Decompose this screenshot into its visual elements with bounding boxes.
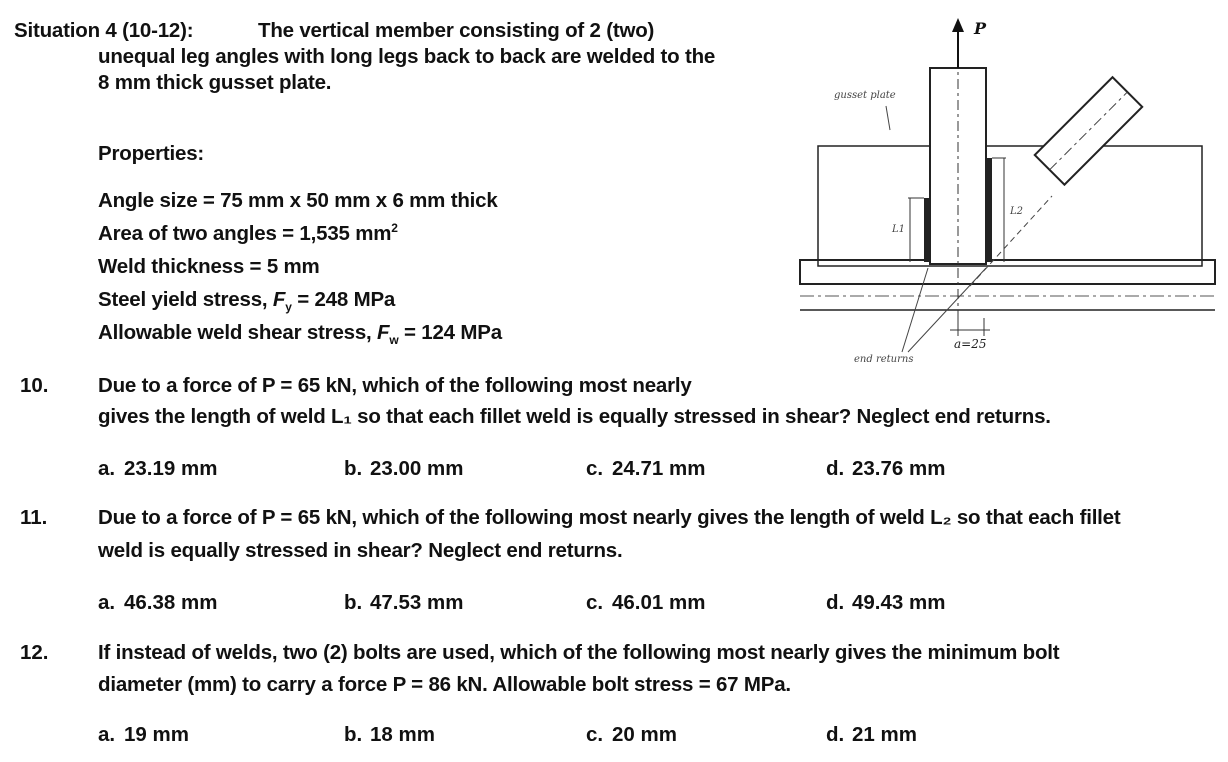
q10-option-b[interactable] xyxy=(344,456,463,482)
question-10-line-2: gives the length of weld L₁ so that each fillet weld is equally stressed in shear? Neglect end returns. xyxy=(98,405,1051,428)
q11-option-c-value: 46.01 mm xyxy=(612,591,706,614)
q10-option-c[interactable] xyxy=(586,456,705,482)
prop-allow-value: = 124 MPa xyxy=(398,321,502,344)
question-11-line-2: weld is equally stressed in shear? Neglect end returns. xyxy=(98,539,623,562)
q10-option-a-label: a. xyxy=(98,457,116,480)
force-arrow-head xyxy=(952,18,964,32)
q10-option-c-value: 24.71 mm xyxy=(612,457,706,480)
q10-option-d-label: d. xyxy=(826,457,845,480)
q12-option-c[interactable] xyxy=(586,722,677,748)
prop-allow-symbol: F xyxy=(377,321,390,344)
prop-allow-text: Allowable weld shear stress, xyxy=(98,321,378,344)
intro-line-2: unequal leg angles with long legs back to back are welded to the xyxy=(98,45,716,68)
q11-option-a[interactable] xyxy=(98,590,217,616)
force-label: P xyxy=(974,19,987,38)
prop-yield-value: = 248 MPa xyxy=(291,288,396,311)
l1-label: L1 xyxy=(892,224,906,235)
q10-option-b-value: 23.00 mm xyxy=(370,457,464,480)
diagonal-member xyxy=(1035,77,1142,184)
prop-angle-size: Angle size = 75 mm x 50 mm x 6 mm thick xyxy=(98,189,498,212)
gusset-leader xyxy=(886,106,890,130)
a-dimension-label: a=25 xyxy=(954,337,987,351)
q11-option-b-label: b. xyxy=(344,591,363,614)
q10-option-a[interactable] xyxy=(98,456,217,482)
q10-option-b-label: b. xyxy=(344,457,363,480)
base-member xyxy=(800,260,1215,284)
prop-area xyxy=(98,221,398,247)
q10-option-a-value: 23.19 mm xyxy=(124,457,218,480)
situation-intro xyxy=(98,18,778,96)
q12-option-a-label: a. xyxy=(98,723,116,746)
q12-option-c-label: c. xyxy=(586,723,604,746)
question-10-line-1: Due to a force of P = 65 kN, which of the following most nearly xyxy=(98,374,692,397)
q11-option-c[interactable] xyxy=(586,590,705,616)
q12-option-b[interactable] xyxy=(344,722,435,748)
question-12-line-2: diameter (mm) to carry a force P = 86 kN. Allowable bolt stress = 67 MPa. xyxy=(98,673,791,696)
question-12-line-1: If instead of welds, two (2) bolts are used, which of the following most nearly gives the minimum bolt xyxy=(98,641,1060,664)
prop-yield-text: Steel yield stress, xyxy=(98,288,273,311)
gusset-label: gusset plate xyxy=(834,90,896,101)
question-10-number: 10. xyxy=(20,374,49,397)
prop-weld-thickness: Weld thickness = 5 mm xyxy=(98,255,320,278)
weld-l2 xyxy=(986,158,992,262)
q11-option-b-value: 47.53 mm xyxy=(370,591,464,614)
q10-option-d-value: 23.76 mm xyxy=(852,457,946,480)
question-11-line-1: Due to a force of P = 65 kN, which of the following most nearly gives the length of weld L₂ so that each fillet xyxy=(98,506,1121,529)
q12-option-d-label: d. xyxy=(826,723,845,746)
prop-allowable-weld xyxy=(98,320,502,346)
question-11-number: 11. xyxy=(20,506,48,529)
prop-yield-stress xyxy=(98,287,395,313)
l2-label: L2 xyxy=(1010,206,1024,217)
prop-allow-sub: w xyxy=(389,333,399,348)
weld-l1 xyxy=(924,198,930,262)
q12-option-b-value: 18 mm xyxy=(370,723,435,746)
intro-line-1: The vertical member consisting of 2 (two) xyxy=(258,19,655,42)
q11-option-d-label: d. xyxy=(826,591,845,614)
q11-option-d-value: 49.43 mm xyxy=(852,591,946,614)
q11-option-a-label: a. xyxy=(98,591,116,614)
gusset-weld-diagram xyxy=(790,18,1222,370)
question-12-number: 12. xyxy=(20,641,49,664)
prop-area-text: Area of two angles = 1,535 mm xyxy=(98,222,392,245)
prop-yield-symbol: F xyxy=(272,288,286,311)
prop-yield-sub: y xyxy=(285,300,292,315)
q11-option-a-value: 46.38 mm xyxy=(124,591,218,614)
q12-option-b-label: b. xyxy=(344,723,363,746)
q12-option-d[interactable] xyxy=(826,722,917,748)
q12-option-a[interactable] xyxy=(98,722,189,748)
intro-line-3: 8 mm thick gusset plate. xyxy=(98,71,332,94)
q10-option-c-label: c. xyxy=(586,457,604,480)
q11-option-d[interactable] xyxy=(826,590,945,616)
q10-option-d[interactable] xyxy=(826,456,945,482)
q11-option-c-label: c. xyxy=(586,591,604,614)
q12-option-c-value: 20 mm xyxy=(612,723,677,746)
q11-option-b[interactable] xyxy=(344,590,463,616)
q12-option-a-value: 19 mm xyxy=(124,723,189,746)
end-returns-label: end returns xyxy=(854,354,914,365)
q12-option-d-value: 21 mm xyxy=(852,723,917,746)
situation-heading: Situation 4 (10-12): xyxy=(14,19,194,42)
prop-area-sup: 2 xyxy=(391,221,398,236)
properties-title: Properties: xyxy=(98,142,205,165)
